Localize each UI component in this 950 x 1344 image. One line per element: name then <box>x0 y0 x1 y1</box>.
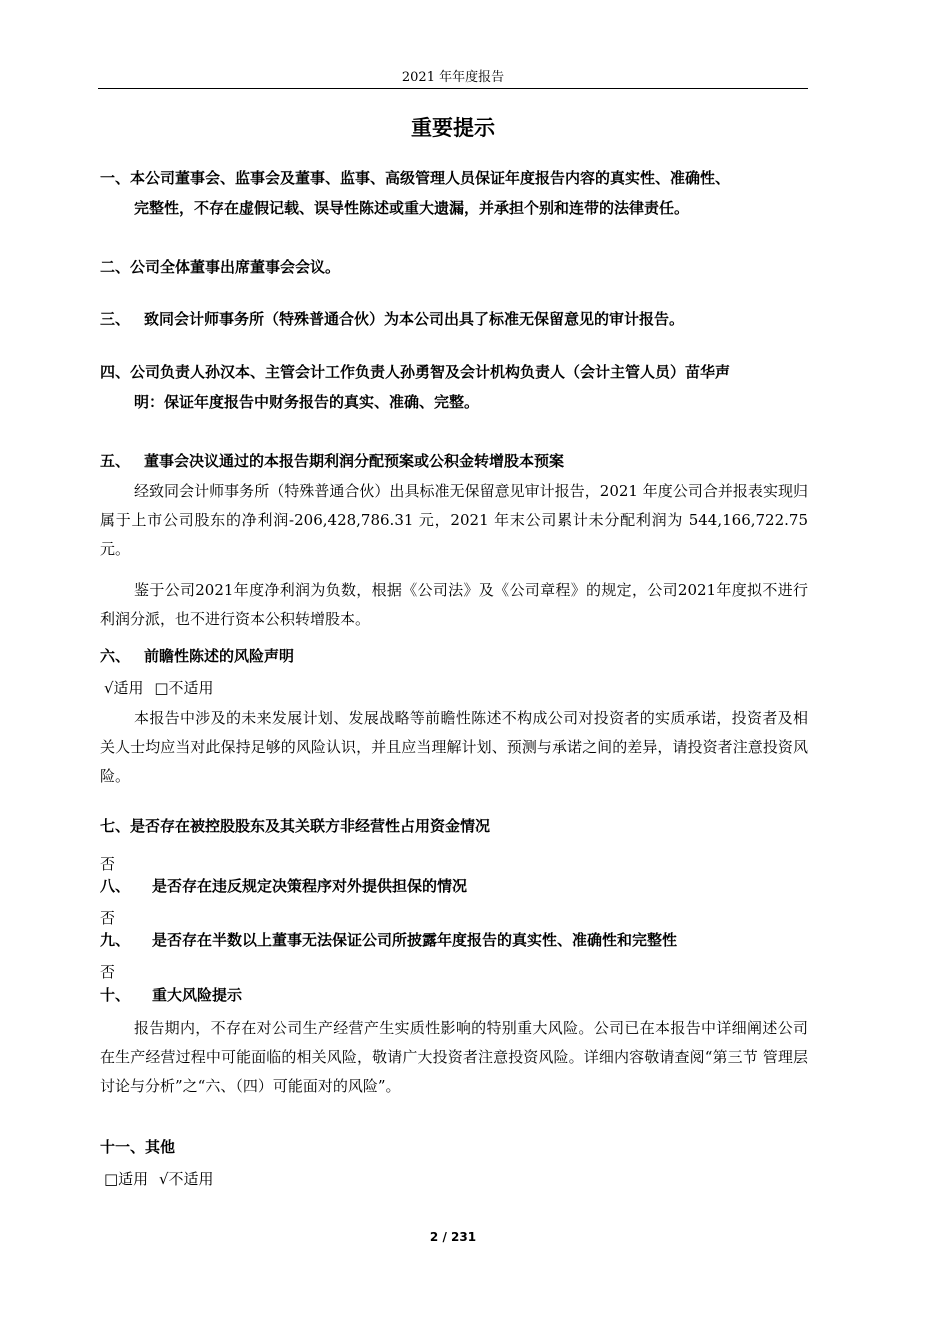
page-title: 重要提示 <box>411 116 495 140</box>
item-text: 本公司董事会、监事会及董事、监事、高级管理人员保证年度报告内容的真实性、准确性、 <box>130 169 731 187</box>
item-number: 一、 <box>100 169 131 187</box>
item-9-heading <box>100 925 812 955</box>
item-10-heading <box>100 980 812 1010</box>
page-number: 2 / 231 <box>429 1230 477 1244</box>
item-4-heading <box>100 357 812 417</box>
page-header: 2021 年年度报告 <box>401 70 505 85</box>
item-5-paragraph-2: 鉴于公司2021年度净利润为负数，根据《公司法》及《公司章程》的规定，公司2021年度拟不进行利润分派，也不进行资本公积转增股本。 <box>100 581 808 628</box>
item-text: 致同会计师事务所（特殊普通合伙）为本公司出具了标准无保留意见的审计报告。 <box>144 310 685 328</box>
item-text: 前瞻性陈述的风险声明 <box>144 647 295 665</box>
item-11-heading <box>100 1132 812 1162</box>
item-5-paragraph-1: 经致同会计师事务所（特殊普通合伙）出具标准无保留意见审计报告，2021 年度公司合并报表实现归属于上市公司股东的净利润-206,428,786.31 元，2021 年末公司累计未分配利润为 544,166,722.75 元。 <box>100 482 808 558</box>
item-8-answer: 否 <box>100 909 116 927</box>
item-6-applicability <box>104 676 220 700</box>
item-7-answer: 否 <box>100 855 116 873</box>
item-number: 三、 <box>100 310 131 328</box>
applicable-checked: √适用 <box>104 679 144 697</box>
item-9-answer: 否 <box>100 963 116 981</box>
item-number: 八、 <box>100 877 131 895</box>
item-number: 十一、 <box>100 1138 146 1156</box>
item-number: 九、 <box>100 931 131 949</box>
applicable-unchecked: □适用 <box>104 1170 149 1188</box>
item-6-paragraph: 本报告中涉及的未来发展计划、发展战略等前瞻性陈述不构成公司对投资者的实质承诺，投资者及相关人士均应当对此保持足够的风险认识，并且应当理解计划、预测与承诺之间的差异，请投资者注意投资风险。 <box>100 709 808 785</box>
item-text-continued: 明：保证年度报告中财务报告的真实、准确、完整。 <box>134 393 480 411</box>
item-number: 五、 <box>100 452 131 470</box>
item-2-heading <box>100 252 812 282</box>
item-number: 六、 <box>100 647 131 665</box>
header-rule <box>98 88 808 89</box>
item-text: 其他 <box>145 1138 176 1156</box>
item-3-heading <box>100 304 812 334</box>
item-11-applicability <box>104 1167 220 1191</box>
item-text: 是否存在被控股股东及其关联方非经营性占用资金情况 <box>130 817 491 835</box>
item-text: 重大风险提示 <box>152 986 243 1004</box>
item-text: 是否存在半数以上董事无法保证公司所披露年度报告的真实性、准确性和完整性 <box>152 931 678 949</box>
not-applicable-unchecked: □不适用 <box>154 679 214 697</box>
item-number: 二、 <box>100 258 131 276</box>
item-5-heading <box>100 446 812 476</box>
item-7-heading <box>100 811 812 841</box>
item-text: 公司全体董事出席董事会会议。 <box>130 258 341 276</box>
item-10-paragraph: 报告期内，不存在对公司生产经营产生实质性影响的特别重大风险。公司已在本报告中详细阐述公司在生产经营过程中可能面临的相关风险，敬请广大投资者注意投资风险。详细内容敬请查阅“第三节 管理层讨论与分析”之“六、（四）可能面对的风险”。 <box>100 1019 808 1095</box>
item-6-heading <box>100 641 812 671</box>
item-8-heading <box>100 871 812 901</box>
item-text-continued: 完整性，不存在虚假记载、误导性陈述或重大遗漏，并承担个别和连带的法律责任。 <box>134 199 690 217</box>
item-text: 公司负责人孙汉本、主管会计工作负责人孙勇智及会计机构负责人（会计主管人员）苗华声 <box>130 363 731 381</box>
not-applicable-checked: √不适用 <box>158 1170 214 1188</box>
item-text: 董事会决议通过的本报告期利润分配预案或公积金转增股本预案 <box>144 452 565 470</box>
item-1-heading <box>100 163 812 223</box>
item-number: 四、 <box>100 363 131 381</box>
item-number: 七、 <box>100 817 131 835</box>
item-number: 十、 <box>100 986 131 1004</box>
item-text: 是否存在违反规定决策程序对外提供担保的情况 <box>152 877 468 895</box>
